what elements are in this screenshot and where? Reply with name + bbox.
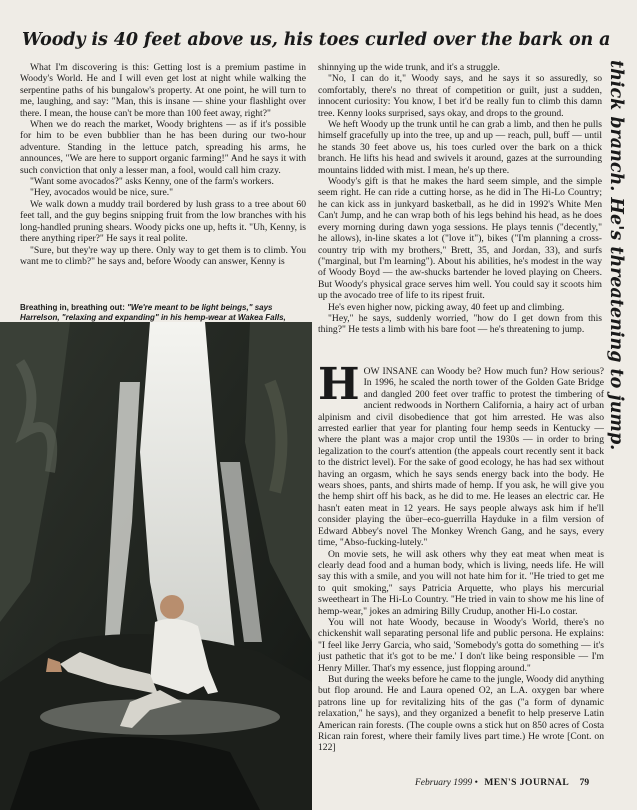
lead-paragraph xyxy=(318,366,604,549)
caption-lead: Breathing in, breathing out: xyxy=(20,303,125,312)
paragraph: Woody's gift is that he makes the hard seem simple, and the simple seem right. He can ride a cutting horse, as he did in The Hi-Lo Country; he can kick ass in junkyard basketball, as he did in 1992's White Men Can't Jump, and he can wrap both of his legs behind his head, as he does every morning during dawn yoga sessions. He plays tennis ("decently," he allows), in-line skates a lot ("love it"), bikes ("I'm planning a cross-country trip with my brothers," Brett, 35, and Jordan, 33), and surfs ("marginal, but I'm learning"). About his abilities, he's modest in the way of Woody Boyd — the aw-shucks bartender he loved playing on Cheers. But Woody's physical grace serves him well. You could say it scoots him up the avocado tree of life to its ripest fruit. xyxy=(318,176,602,302)
paragraph: "No, I can do it," Woody says, and he says it so assuredly, so comfortably, there's no threat of competition or guilt, just a sudden, innocent curiosity: You know, I bet it'd be really fun to climb this damn tree. Kenny looks surprised, says okay, and drops to the ground. xyxy=(318,73,602,119)
paragraph: "Hey," he says, suddenly worried, "how do I get down from this thing?" He tests a limb with his bare foot — he's threatening to jump. xyxy=(318,312,602,336)
issue-date: February 1999 xyxy=(415,778,473,788)
vertical-headline: thick branch. He's threatening to jump. xyxy=(606,60,626,451)
paragraph: "Hey, avocados would be nice, sure." xyxy=(30,187,174,199)
paragraph: "Want some avocados?" asks Kenny, one of the farm's workers. xyxy=(30,176,274,188)
paragraph: We walk down a muddy trail bordered by lush grass to a tree about 60 feet tall, and the guy begins snipping fruit from the low branches with his long-handled pruning shears. Woody picks one up, hefts it. "Uh, Kenny, is there anything riper?" He says it real polite. xyxy=(20,198,306,245)
footer-separator: • xyxy=(474,778,478,788)
paragraph: What I'm discovering is this: Getting lost is a premium pastime in Woody's World. He and I will even get lost at night while walking the serpentine paths of his bungalow's property. At one point, he will turn to me, laughing, and say: "Man, this is insane — shine your flashlight over there. I mean, the house can't be more than 100 feet away, right?" xyxy=(20,62,306,119)
headline: Woody is 40 feet above us, his toes curled over the bark on a xyxy=(22,30,611,50)
paragraph: "Sure, but they're way up there. Only way to get them is to climb. You want me to climb?" he says and, before Woody can answer, Kenny is xyxy=(20,244,306,267)
drop-cap: H xyxy=(318,366,360,410)
caption-text: "We're meant to be light beings," says Harrelson, "relaxing and expanding" in his hemp-wear at Wakea Falls, xyxy=(20,303,286,322)
article-column-1 xyxy=(20,62,306,302)
paragraph: He's even higher now, picking away, 40 feet up and climbing. xyxy=(328,301,565,313)
page-number: 79 xyxy=(579,778,590,788)
paragraph: But during the weeks before he came to the jungle, Woody did anything but flop around. He and Laura opened O2, an L.A. oxygen bar where patrons line up for revitalizing hits of the gas ("a form of dynamic relaxation," he says), and they organized a benefit to help preserve Latin American rain forests. (The couple owns a stick hut on 850 acres of Costa Rican rain forest, where their family lives part time.) He wrote [Cont. on 122] xyxy=(318,673,604,754)
paragraph: You will not hate Woody, because in Woody's World, there's no chickenshit wall separating personal life and public persona. He explains: "I feel like Jerry Garcia, who said, 'Somebody's gotta do something — it's just pathetic that it's got to be me.' I don't like being responsible — I'm Henry Miller. That's my essence, just flopping around." xyxy=(318,616,604,674)
page-footer xyxy=(415,778,637,788)
waterfall-photo-illustration xyxy=(0,322,312,810)
waterfall-photo xyxy=(0,322,312,810)
paragraph: shinnying up the wide trunk, and it's a struggle. xyxy=(318,62,500,73)
paragraph: We heft Woody up the trunk until he can grab a limb, and then he pulls himself gracefully up into the tree, up and up — reach, pull, buff — until he stands 30 feet above us, his toes curled over the bark on a thick branch. He lifts his head and swivels it around, gazes at the surrounding mountains lidded with mist. I mean, he's up there. xyxy=(318,119,602,176)
article-column-2-lower xyxy=(318,366,604,764)
paragraph: On movie sets, he will ask others why they eat meat when meat is clearly dead food and a human body, which is living, needs life. He will say this with a smile, and you will not hate him for it. "He tried to get me to quit smoking," says Patricia Arquette, who plays his mercurial sweetheart in The Hi-Lo Country. "He tried in vain to show me his line of hemp-wear," jokes an admiring Billy Crudup, another Hi-Lo costar. xyxy=(318,548,604,617)
lead-text: OW INSANE can Woody be? How much fun? How serious? In 1996, he scaled the north tower of the Golden Gate Bridge and dangled 200 feet over traffic to protest the timbering of ancient redwoods in Northern California, a hairy act of urban alpinism and civil disobedience that got him arrested. He was also arrested earlier that year for planting four hemp seeds in Kentucky — where the plant was a major crop until the 1930s — in order to bring legalization to the court's attention (the appeals court recently sent it back to the district level). For the sake of good ecology, he has had sex without having an orgasm, which he says sends energy back into the body. He wears shoes, pants, and shirts made of hemp. If you ask, he will give you the hemp shirt off his back, as he did to me. He leases an electric car. He hasn't eaten meat in 12 years. He says people always ask him if he'll consider playing the über–eco-guerrilla Hayduke in a film version of Edward Abbey's novel The Monkey Wrench Gang, and he says, every time, "Abso-fucking-lutely." xyxy=(318,366,604,549)
paragraph: When we do reach the market, Woody brightens — as if it's possible for him to be even bubblier than he has been during our two-hour adventure. Standing in the lettuce patch, spreading his arms, he announces, "We are here to support organic farming!" And he says it with such conviction that only a lesser man, a fool, would call him crazy. xyxy=(20,119,306,176)
article-column-2 xyxy=(318,62,602,362)
magazine-name: MEN'S JOURNAL xyxy=(484,778,570,788)
